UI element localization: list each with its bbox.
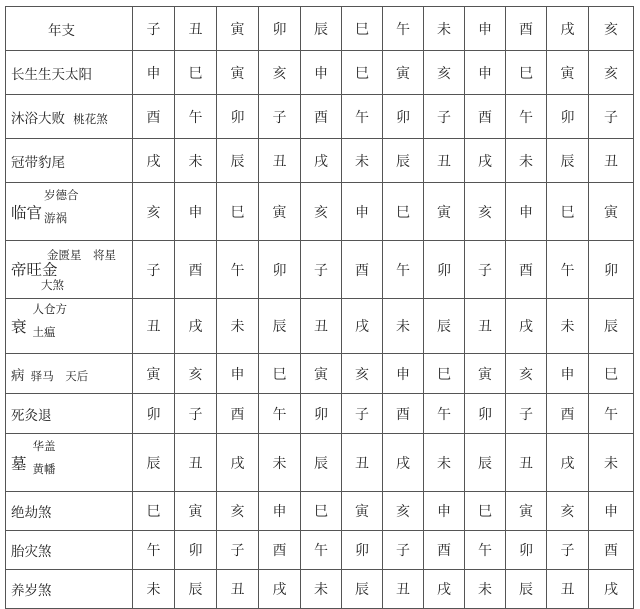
- table-cell: 午: [424, 394, 465, 434]
- table-cell: 卯: [589, 241, 634, 299]
- header-branch: 卯: [259, 7, 301, 51]
- table-cell: 未: [342, 139, 383, 183]
- table-cell: 申: [589, 492, 634, 531]
- table-cell: 丑: [175, 434, 217, 492]
- table-cell: 亥: [383, 492, 424, 531]
- table-cell: 卯: [301, 394, 342, 434]
- table-cell: 未: [424, 434, 465, 492]
- table-cell: 卯: [465, 394, 506, 434]
- table-cell: 未: [465, 570, 506, 609]
- table-row: [6, 139, 634, 183]
- table-cell: 巳: [301, 492, 342, 531]
- table-cell: 巳: [175, 51, 217, 95]
- table-cell: 子: [301, 241, 342, 299]
- table-cell: 酉: [217, 394, 259, 434]
- table-cell: 寅: [342, 492, 383, 531]
- table-cell: 寅: [217, 51, 259, 95]
- row-label-bottom: 游祸: [44, 210, 68, 225]
- table-cell: 子: [589, 95, 634, 139]
- table-cell: 戌: [301, 139, 342, 183]
- table-cell: 寅: [506, 492, 547, 531]
- row-label-bottom: 土瘟: [32, 325, 56, 339]
- table-cell: 巳: [259, 354, 301, 394]
- table-cell: 卯: [547, 95, 589, 139]
- table-cell: 卯: [259, 241, 301, 299]
- row-label: [6, 139, 133, 183]
- table-cell: 寅: [465, 354, 506, 394]
- table-cell: 卯: [383, 95, 424, 139]
- table-cell: 戌: [133, 139, 175, 183]
- row-label-main: 病: [11, 367, 25, 384]
- table-cell: 寅: [547, 51, 589, 95]
- table-cell: 丑: [424, 139, 465, 183]
- row-label: [6, 299, 133, 354]
- table-cell: 辰: [506, 570, 547, 609]
- table-cell: 酉: [547, 394, 589, 434]
- table-cell: 酉: [342, 241, 383, 299]
- row-label-subs: [44, 187, 79, 226]
- table-cell: 戌: [589, 570, 634, 609]
- table-container: [5, 6, 633, 609]
- row-label-sub: 驿马 天后: [30, 368, 89, 383]
- row-label-stack: [11, 302, 132, 340]
- row-label: [6, 434, 133, 492]
- table-cell: 卯: [175, 531, 217, 570]
- row-label-stack: [11, 438, 132, 477]
- table-cell: 辰: [342, 570, 383, 609]
- table-cell: 午: [301, 531, 342, 570]
- table-row: [6, 394, 634, 434]
- row-label-main: 养岁煞: [11, 583, 52, 599]
- row-label-main: 死灸退: [11, 407, 52, 424]
- row-label-top: 金匮星 将星: [47, 247, 116, 262]
- row-label-tail: 金: [42, 260, 58, 279]
- table-cell: 戌: [465, 139, 506, 183]
- table-cell: 午: [465, 531, 506, 570]
- row-label-main: 绝劫煞: [11, 505, 52, 521]
- table-cell: 酉: [301, 95, 342, 139]
- table-cell: 酉: [589, 531, 634, 570]
- table-cell: 申: [506, 183, 547, 241]
- row-label-bottom: 黄幡: [32, 461, 56, 476]
- header-branch: 午: [383, 7, 424, 51]
- row-label-main: 墓: [11, 454, 27, 473]
- header-branch: 巳: [342, 7, 383, 51]
- table-row: [6, 492, 634, 531]
- table-cell: 未: [133, 570, 175, 609]
- row-label: [6, 570, 133, 609]
- table-cell: 辰: [465, 434, 506, 492]
- table-cell: 辰: [547, 139, 589, 183]
- table-cell: 辰: [424, 299, 465, 354]
- table-cell: 子: [133, 241, 175, 299]
- table-cell: 酉: [133, 95, 175, 139]
- table-cell: 酉: [175, 241, 217, 299]
- table-cell: 亥: [259, 51, 301, 95]
- table-cell: 子: [547, 531, 589, 570]
- branch-table: [5, 6, 634, 609]
- table-cell: 巳: [342, 51, 383, 95]
- table-cell: 戌: [259, 570, 301, 609]
- table-row: [6, 183, 634, 241]
- table-cell: 午: [342, 95, 383, 139]
- row-label-top: 岁德合: [44, 187, 79, 202]
- header-row: [6, 7, 634, 51]
- table-cell: 午: [217, 241, 259, 299]
- table-cell: 申: [301, 51, 342, 95]
- table-row: [6, 241, 634, 299]
- table-cell: 辰: [589, 299, 634, 354]
- header-branch: 未: [424, 7, 465, 51]
- row-label-main: 衰: [11, 318, 27, 336]
- table-cell: 亥: [506, 354, 547, 394]
- table-cell: 巳: [465, 492, 506, 531]
- table-cell: 未: [383, 299, 424, 354]
- row-label-sub: 桃花煞: [73, 111, 108, 126]
- table-cell: 申: [424, 492, 465, 531]
- row-label-main: 胎灾煞: [11, 544, 52, 560]
- table-cell: 戌: [383, 434, 424, 492]
- table-cell: 丑: [589, 139, 634, 183]
- table-cell: 午: [133, 531, 175, 570]
- table-cell: 午: [383, 241, 424, 299]
- table-cell: 寅: [424, 183, 465, 241]
- row-label: [6, 241, 133, 299]
- table-cell: 寅: [175, 492, 217, 531]
- table-cell: 寅: [133, 354, 175, 394]
- table-cell: 子: [465, 241, 506, 299]
- table-row: [6, 434, 634, 492]
- table-cell: 辰: [133, 434, 175, 492]
- table-cell: 丑: [547, 570, 589, 609]
- table-cell: 子: [217, 531, 259, 570]
- header-branch: 酉: [506, 7, 547, 51]
- table-cell: 酉: [259, 531, 301, 570]
- table-cell: 子: [424, 95, 465, 139]
- table-cell: 巳: [424, 354, 465, 394]
- table-row: [6, 51, 634, 95]
- table-cell: 巳: [217, 183, 259, 241]
- row-label: [6, 354, 133, 394]
- table-cell: 未: [506, 139, 547, 183]
- table-cell: 辰: [217, 139, 259, 183]
- table-cell: 巳: [383, 183, 424, 241]
- table-cell: 丑: [301, 299, 342, 354]
- row-label-top: 人仓方: [32, 302, 68, 316]
- table-cell: 巳: [133, 492, 175, 531]
- table-cell: 丑: [259, 139, 301, 183]
- table-cell: 亥: [301, 183, 342, 241]
- table-cell: 卯: [133, 394, 175, 434]
- row-label-stack: [11, 187, 132, 226]
- header-branch: 申: [465, 7, 506, 51]
- table-cell: 亥: [342, 354, 383, 394]
- table-cell: 未: [301, 570, 342, 609]
- row-label-main: 冠带豹尾: [11, 154, 65, 171]
- table-cell: 申: [547, 354, 589, 394]
- table-cell: 丑: [133, 299, 175, 354]
- table-cell: 巳: [506, 51, 547, 95]
- table-cell: 卯: [506, 531, 547, 570]
- header-branch: 辰: [301, 7, 342, 51]
- table-row: [6, 531, 634, 570]
- table-cell: 辰: [175, 570, 217, 609]
- table-cell: 子: [506, 394, 547, 434]
- table-cell: 丑: [465, 299, 506, 354]
- table-cell: 亥: [547, 492, 589, 531]
- row-label-top: 华盖: [32, 438, 56, 453]
- table-cell: 申: [259, 492, 301, 531]
- table-cell: 酉: [424, 531, 465, 570]
- table-cell: 辰: [259, 299, 301, 354]
- row-label: [6, 183, 133, 241]
- table-cell: 卯: [342, 531, 383, 570]
- table-cell: 未: [259, 434, 301, 492]
- row-label: [6, 531, 133, 570]
- table-cell: 巳: [589, 354, 634, 394]
- row-label-mid: [11, 262, 132, 279]
- table-cell: 申: [217, 354, 259, 394]
- table-cell: 辰: [383, 139, 424, 183]
- row-label-main: 临官: [11, 203, 43, 222]
- table-cell: 巳: [547, 183, 589, 241]
- table-cell: 丑: [342, 434, 383, 492]
- row-label: [6, 95, 133, 139]
- header-branch: 子: [133, 7, 175, 51]
- table-cell: 申: [175, 183, 217, 241]
- table-row: [6, 299, 634, 354]
- row-label: [6, 492, 133, 531]
- row-label-main: 长生生天太阳: [11, 66, 92, 83]
- row-label-subs: [32, 302, 68, 340]
- row-label-main: 沐浴大败: [11, 110, 65, 127]
- table-cell: 丑: [506, 434, 547, 492]
- table-cell: 亥: [133, 183, 175, 241]
- table-cell: 酉: [465, 95, 506, 139]
- table-row: [6, 354, 634, 394]
- table-cell: 卯: [217, 95, 259, 139]
- table-cell: 戌: [506, 299, 547, 354]
- table-cell: 寅: [301, 354, 342, 394]
- table-cell: 酉: [383, 394, 424, 434]
- table-cell: 寅: [259, 183, 301, 241]
- table-cell: 辰: [301, 434, 342, 492]
- table-cell: 寅: [383, 51, 424, 95]
- table-cell: 丑: [383, 570, 424, 609]
- table-cell: 申: [465, 51, 506, 95]
- table-cell: 亥: [217, 492, 259, 531]
- table-cell: 戌: [217, 434, 259, 492]
- table-cell: 亥: [465, 183, 506, 241]
- table-cell: 未: [589, 434, 634, 492]
- table-cell: 戌: [424, 570, 465, 609]
- table-cell: 子: [383, 531, 424, 570]
- table-cell: 亥: [424, 51, 465, 95]
- table-cell: 午: [547, 241, 589, 299]
- table-cell: 戌: [175, 299, 217, 354]
- table-cell: 亥: [589, 51, 634, 95]
- header-branch: 寅: [217, 7, 259, 51]
- row-label-bottom: 大煞: [41, 277, 64, 292]
- table-cell: 申: [383, 354, 424, 394]
- table-cell: 未: [217, 299, 259, 354]
- table-cell: 卯: [424, 241, 465, 299]
- row-label: [6, 394, 133, 434]
- table-cell: 戌: [342, 299, 383, 354]
- table-cell: 申: [342, 183, 383, 241]
- row-label: [6, 51, 133, 95]
- table-cell: 午: [589, 394, 634, 434]
- table-cell: 申: [133, 51, 175, 95]
- table-cell: 子: [342, 394, 383, 434]
- table-cell: 午: [506, 95, 547, 139]
- table-cell: 丑: [217, 570, 259, 609]
- table-cell: 午: [175, 95, 217, 139]
- table-cell: 寅: [589, 183, 634, 241]
- table-cell: 戌: [547, 434, 589, 492]
- header-label: 年支: [6, 7, 133, 51]
- table-cell: 子: [175, 394, 217, 434]
- table-cell: 未: [547, 299, 589, 354]
- table-cell: 未: [175, 139, 217, 183]
- table-cell: 子: [259, 95, 301, 139]
- table-row: [6, 570, 634, 609]
- table-row: [6, 95, 634, 139]
- row-label-subs: [32, 438, 56, 477]
- table-cell: 亥: [175, 354, 217, 394]
- header-branch: 亥: [589, 7, 634, 51]
- header-branch: 戌: [547, 7, 589, 51]
- header-branch: 丑: [175, 7, 217, 51]
- table-cell: 午: [259, 394, 301, 434]
- row-label-main: 帝旺: [11, 260, 43, 279]
- table-cell: 酉: [506, 241, 547, 299]
